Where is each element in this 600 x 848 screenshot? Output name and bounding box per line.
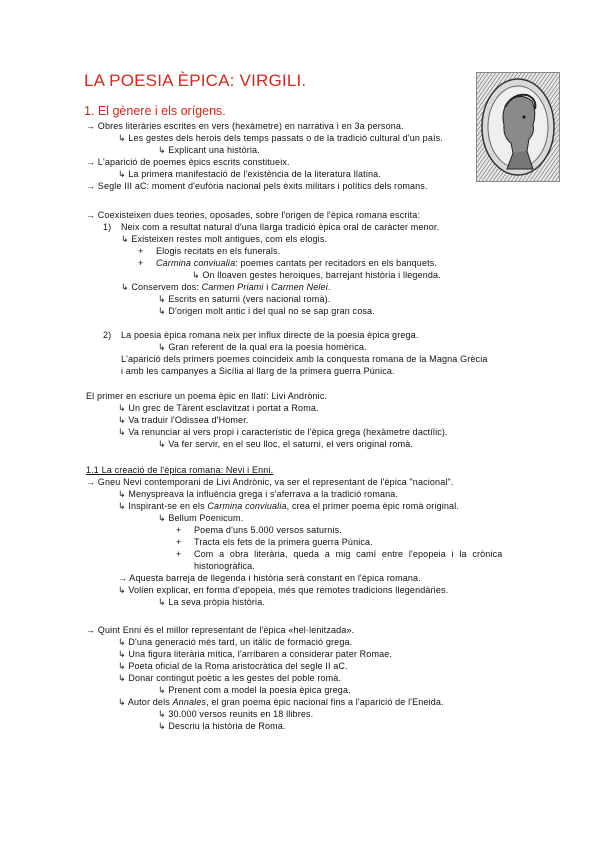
text-line: ↳ Prenent com a model la poesia èpica grega. <box>158 685 351 695</box>
text-line: → Quint Enni és el millor representant de l'èpica «hel·lenitzada». <box>86 625 355 635</box>
text-line: ↳ On lloaven gestes heroiques, barrejant història i llegenda. <box>192 270 441 280</box>
bullet-plus: + <box>176 525 182 535</box>
text-line <box>121 282 331 293</box>
virgil-portrait-image <box>476 72 560 182</box>
text-line: → Segle III aC: moment d'eufòria nacional pels èxits militars i polítics dels romans. <box>86 181 428 191</box>
text-line: L'aparició dels primers poemes coincideix amb la conquesta romana de la Magna Grècia <box>121 354 488 364</box>
text-line: ↳ 30.000 versos reunits en 18 llibres. <box>158 709 314 719</box>
text-line: ↳ Menyspreava la influència grega i s'aferrava a la tradició romana. <box>118 489 399 499</box>
italic-term: Carmen Priami <box>201 282 264 292</box>
text-line: Poema d'uns 5.000 versos saturnis. <box>194 525 342 535</box>
text-line: ↳ Va traduir l'Odissea d'Homer. <box>118 415 249 425</box>
bullet-plus: + <box>138 246 144 256</box>
section-heading-genre: 1. El gènere i els orígens. <box>84 104 226 118</box>
text-line: ↳ Explicant una història. <box>158 145 260 155</box>
text-line: → Obres literàries escrites en vers (hexàmetre) en narrativa i en 3a persona. <box>86 121 404 131</box>
list-number: 1) <box>103 222 112 232</box>
text-span: , crea el primer poema èpic romà original. <box>286 501 460 511</box>
list-number: 2) <box>103 330 112 340</box>
text-span: ↳ Conservem dos: <box>121 282 202 292</box>
text-span: ↳ Autor dels <box>118 697 173 707</box>
bullet-plus: + <box>176 549 182 559</box>
text-span: . <box>327 282 331 292</box>
italic-term: Carmina conviualia <box>207 501 287 511</box>
text-line: ↳ Gran referent de la qual era la poesia homèrica. <box>158 342 367 352</box>
text-line: i amb les campanyes a Sicília al llarg de la primera guerra Púnica. <box>121 366 395 376</box>
text-line: ↳ Poeta oficial de la Roma aristocràtica del segle II aC. <box>118 661 348 671</box>
text-line: ↳ Volien explicar, en forma d'epopeia, més que remotes tradicions llegendàries. <box>118 585 449 595</box>
text-line <box>156 258 437 269</box>
text-line: ↳ Va renunciar al vers propi i característic de l'èpica grega (hexàmetre dactílic). <box>118 427 448 437</box>
text-line: → L'aparició de poemes èpics escrits constitueix. <box>86 157 290 167</box>
text-line: historiogràfica. <box>194 561 255 571</box>
text-line: ↳ Va fer servir, en el seu lloc, el saturni, el vers original romà. <box>158 439 414 449</box>
text-line: ↳ Existeixen restes molt antigues, com els elogis. <box>121 234 328 244</box>
text-line: ↳ Descriu la història de Roma. <box>158 721 286 731</box>
text-line: ↳ D'origen molt antic i del qual no se sap gran cosa. <box>158 306 375 316</box>
portrait-engraving-icon <box>477 73 559 181</box>
text-line: Neix com a resultat natural d'una llarga tradició èpica oral de caràcter menor. <box>121 222 440 232</box>
text-span: : poemes cantats per recitadors en els banquets. <box>235 258 438 268</box>
bullet-plus: + <box>176 537 182 547</box>
text-span: i <box>263 282 272 292</box>
section-heading-creation: 1.1 La creació de l'èpica romana: Nevi i Enni. <box>86 465 274 475</box>
text-line: ↳ D'una generació més tard, un itàlic de formació grega. <box>118 637 353 647</box>
bullet-plus: + <box>138 258 144 268</box>
text-line: ↳ Una figura literària mítica, l'arribaren a considerar pater Romae. <box>118 649 393 659</box>
text-line: Tracta els fets de la primera guerra Púnica. <box>194 537 373 547</box>
text-line: El primer en escriure un poema èpic en llatí: Livi Andrònic. <box>86 391 328 401</box>
text-span: , el gran poema èpic nacional fins a l'aparició de l'Eneida. <box>206 697 444 707</box>
text-line: La poesia èpica romana neix per influx directe de la poesia èpica grega. <box>121 330 419 340</box>
text-line: Com a obra literària, queda a mig camí entre l'epopeia i la crònica <box>194 549 503 559</box>
text-line: → Gneu Nevi contemporani de Livi Andrònic, va ser el representant de l'èpica "nacional". <box>86 477 454 487</box>
text-line <box>118 501 459 512</box>
italic-term: Carmen Nelei <box>271 282 328 292</box>
text-line: ↳ Bellum Poenicum. <box>158 513 244 523</box>
text-line: ↳ Un grec de Tàrent esclavitzat i portat a Roma. <box>118 403 319 413</box>
text-line <box>118 697 444 708</box>
italic-term: Annales <box>172 697 207 707</box>
text-line: ↳ Escrits en saturni (vers nacional romà). <box>158 294 331 304</box>
text-line: ↳ La seva pròpia història. <box>158 597 265 607</box>
text-line: ↳ Donar contingut poètic a les gestes del poble romà. <box>118 673 342 683</box>
italic-term: Carmina conviualia <box>156 258 236 268</box>
text-line: ↳ Les gestes dels herois dels temps passats o de la tradició cultural d'un país. <box>118 133 443 143</box>
text-line: → Coexisteixen dues teories, oposades, sobre l'origen de l'èpica romana escrita: <box>86 210 421 220</box>
text-line: → Aquesta barreja de llegenda i història serà constant en l'èpica romana. <box>118 573 421 583</box>
text-line: ↳ La primera manifestació de l'existència de la literatura llatina. <box>118 169 381 179</box>
document-title: LA POESIA ÈPICA: VIRGILI. <box>84 71 307 90</box>
text-line: Elogis recitats en els funerals. <box>156 246 281 256</box>
text-span: ↳ Inspirant-se en els <box>118 501 208 511</box>
